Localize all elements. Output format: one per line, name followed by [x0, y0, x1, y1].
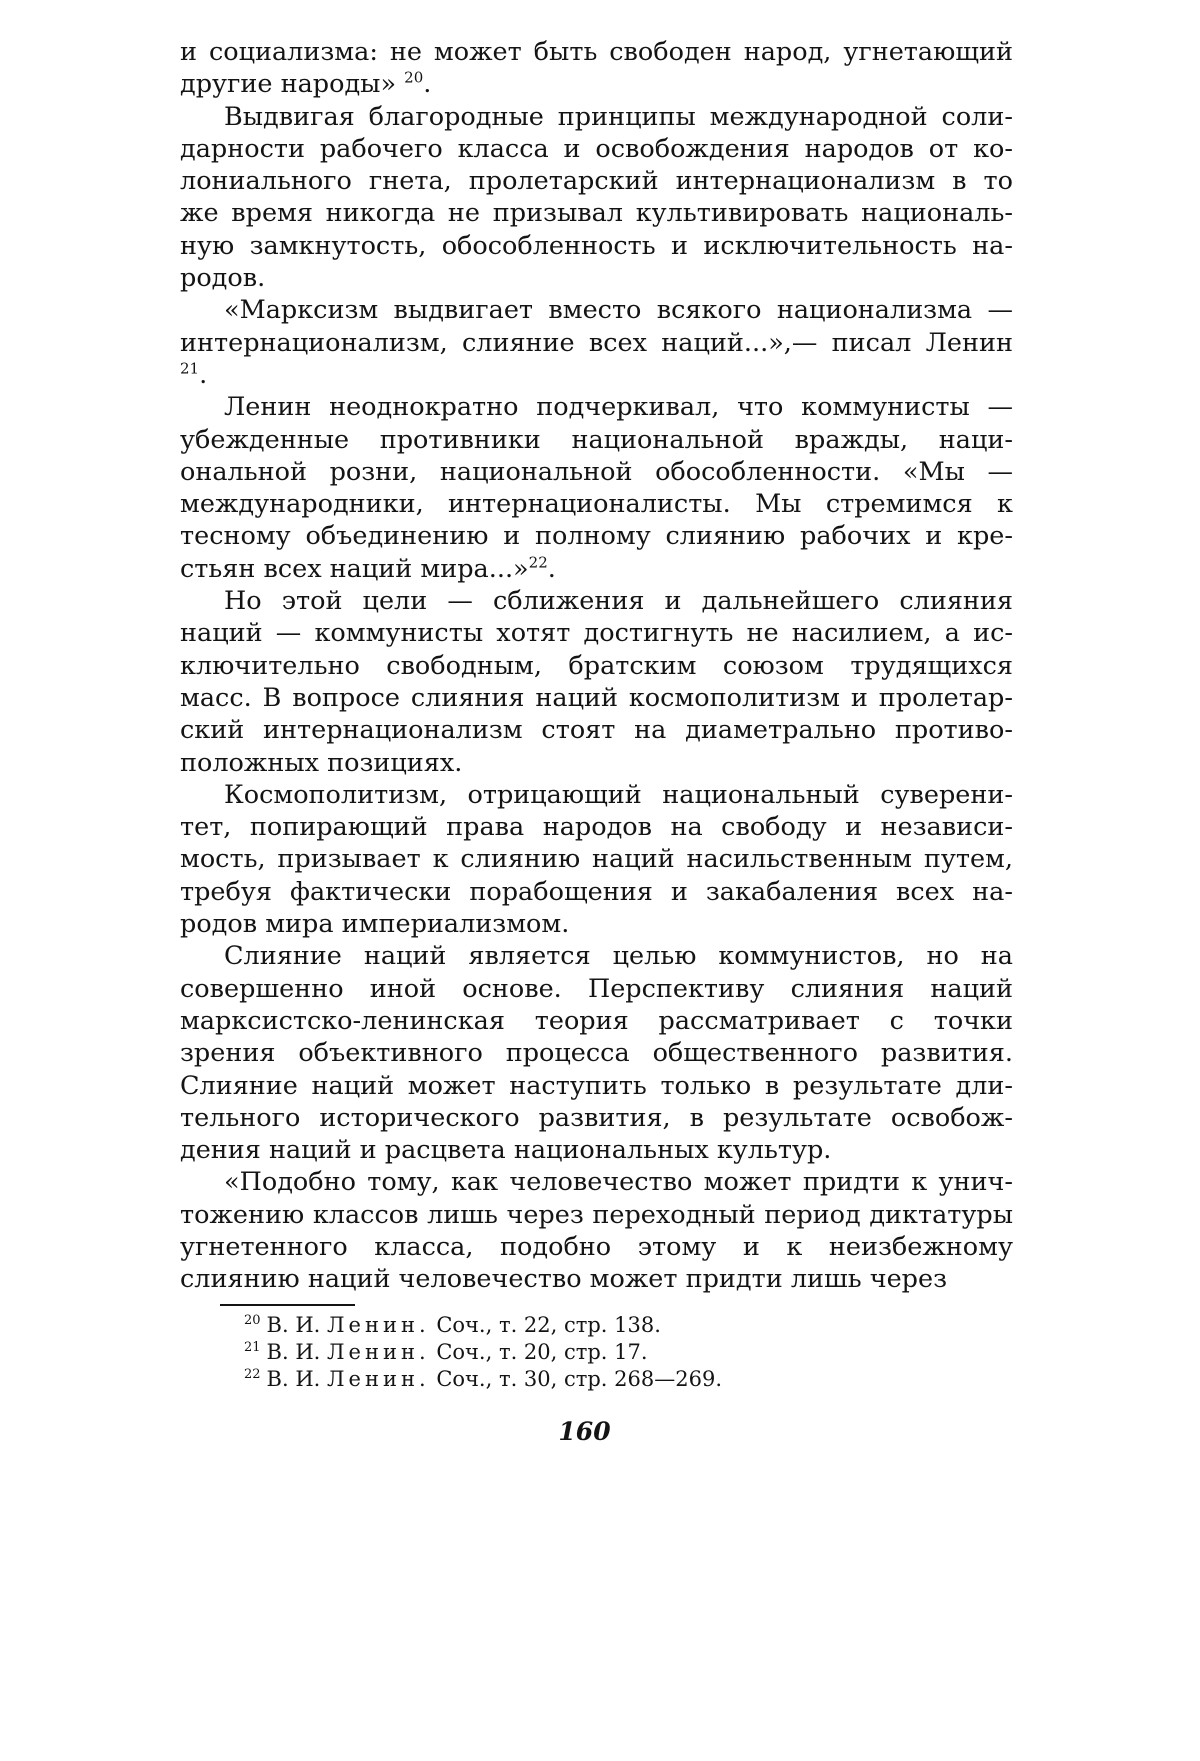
paragraph-4: Ленин неоднократно подчеркивал, что коммунисты — убежденные противники национальной вражды, национальной розни, национальной обособленности. «Мы — международники, интернационалисты. Мы стремимся к тесному объединению и полному слиянию рабочих и крестьян всех наций мира...»$^{22}$. [180, 392, 1013, 584]
footnote-author-prefix: В. И. [266, 1339, 321, 1364]
footnote-source: Соч., т. 30, стр. 268—269. [436, 1366, 723, 1391]
footnote-divider [220, 1304, 355, 1306]
footnote-author: Ленин. [327, 1312, 430, 1337]
footnote-20 [244, 1312, 1013, 1339]
footnote-author-prefix: В. И. [266, 1366, 321, 1391]
footnote-source: Соч., т. 22, стр. 138. [436, 1312, 661, 1337]
paragraph-2: Выдвигая благородные принципы международной солидарности рабочего класса и освобождения народов от колониального гнета, пролетарский интернационализм в то же время никогда не призывал культивировать национальную замкнутость, обособленность и исключительность народов. [180, 101, 1013, 294]
paragraph-7: Слияние наций является целью коммунистов, но на совершенно иной основе. Перспективу слияния наций марксистско-ленинская теория рассматривает с точки зрения объективного процесса общественного развития. Слияние наций может наступить только в результате длительного исторического развития, в результате освобождения наций и расцвета национальных культур. [180, 941, 1013, 1166]
footnote-author: Ленин. [327, 1339, 430, 1364]
footnote-author: Ленин. [327, 1366, 430, 1391]
footnote-mark: 21 [244, 1339, 261, 1355]
footnote-21 [244, 1339, 1013, 1366]
footnote-mark: 20 [244, 1312, 261, 1328]
footnote-mark: 22 [244, 1366, 261, 1382]
footnote-ref-22[interactable]: 22 [528, 553, 548, 572]
footnote-author-prefix: В. И. [266, 1312, 321, 1337]
paragraph-6: Космополитизм, отрицающий национальный суверенитет, попирающий права народов на свободу и независимость, призывает к слиянию наций насильственным путем, требуя фактически порабощения и закабаления всех народов мира империализмом. [180, 779, 1013, 940]
page-number: 160 [558, 1416, 611, 1446]
footnote-ref-20[interactable]: 20 [404, 68, 424, 87]
paragraph-5: Но этой цели — сближения и дальнейшего слияния наций — коммунисты хотят достигнуть не насилием, а исключительно свободным, братским союзом трудящихся масс. В вопросе слияния наций космополитизм и пролетарский интернационализм стоят на диаметрально противоположных позициях. [180, 586, 1013, 778]
footnote-22 [244, 1366, 1013, 1393]
book-page [180, 36, 1013, 1446]
footnote-source: Соч., т. 20, стр. 17. [436, 1339, 648, 1364]
footnote-ref-21[interactable]: 21 [180, 359, 200, 378]
footnotes [180, 1312, 1013, 1393]
paragraph-8: «Подобно тому, как человечество может придти к уничтожению классов лишь через переходный период диктатуры угнетенного класса, подобно этому и к неизбежному слиянию наций человечество может придти лишь через [180, 1167, 1013, 1295]
paragraph-1: и социализма: не может быть свободен народ, угнетающий другие народы» $^{20}$. [180, 37, 1013, 100]
paragraph-3: «Марксизм выдвигает вместо всякого национализма — интернационализм, слияние всех наций...»,— писал Ленин $^{21}$. [180, 295, 1013, 390]
